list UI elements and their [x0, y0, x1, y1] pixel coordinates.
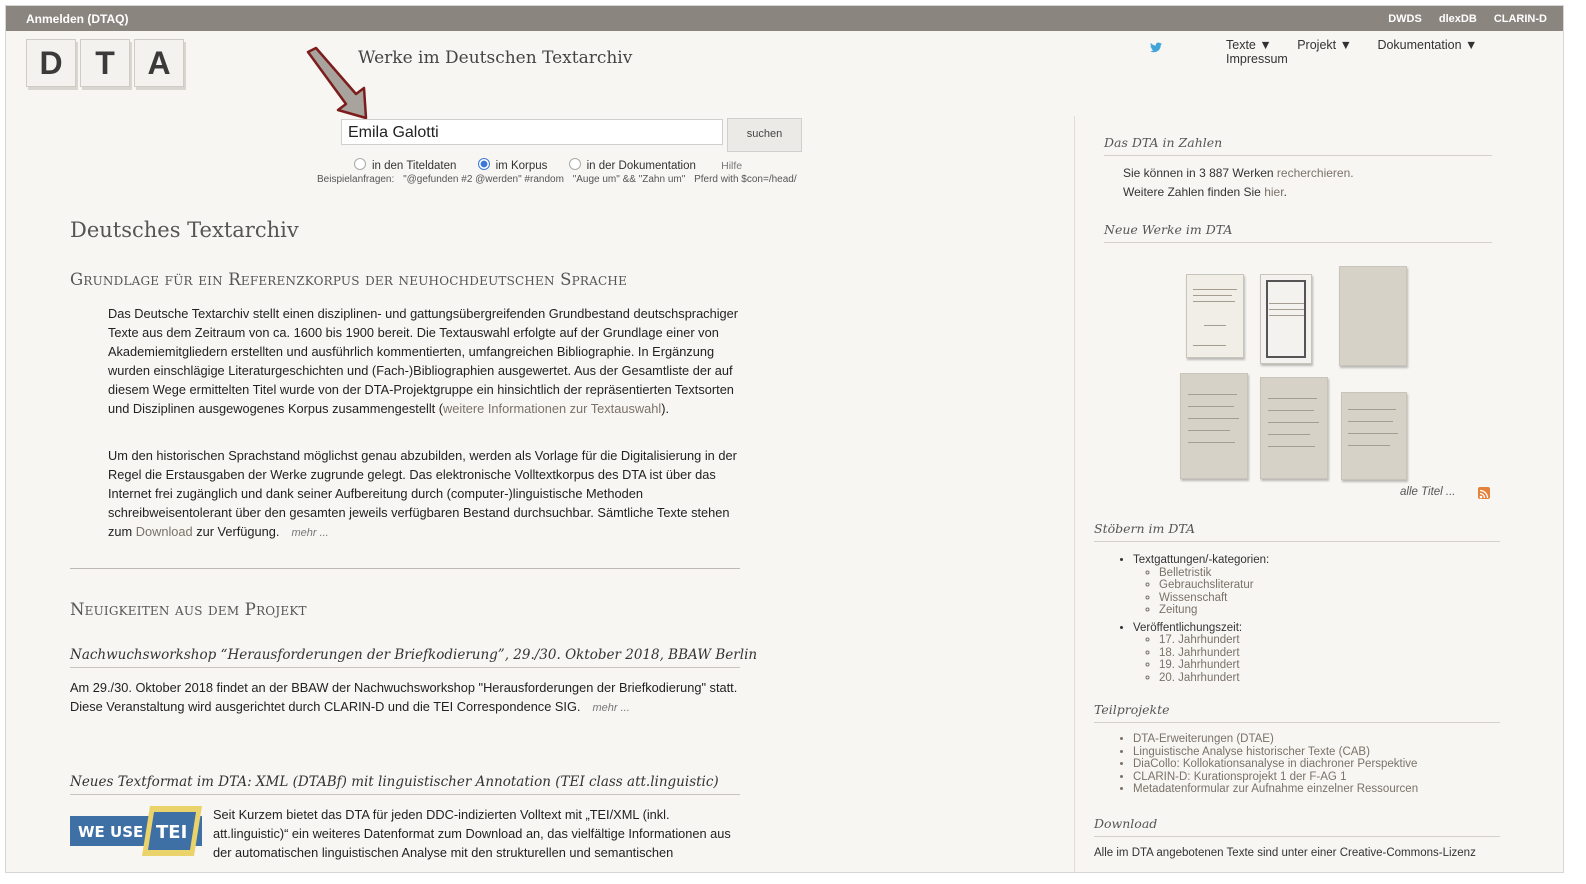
section-heading-neuigkeiten: Neuigkeiten aus dem Projekt — [70, 600, 307, 619]
sprachstand-paragraph: Um den historischen Sprachstand möglichst genau abzubilden, werden als Vorlage für die Digitalisierung in der Regel die Erstausgaben der Werke zugrunde gelegt. Das elektronische Volltextkorpus des DTA ist über das Internet frei zugänglich und dank seiner Aufbereitung durch (computer-)linguistische Methoden schreibweisentolerant über den gesamten jeweils verfügbaren Bestand durchsuchbar. Sämtliche Texte stehen zum Download zur Verfügung. mehr ... — [108, 448, 737, 539]
hier-link[interactable]: hier — [1264, 185, 1284, 199]
teilprojekt-link[interactable]: • Linguistische Analyse historischer Texte (CAB) — [1133, 746, 1418, 759]
top-links — [1374, 13, 1547, 25]
sidebar-heading-neue-werke: Neue Werke im DTA — [1104, 222, 1233, 237]
divider — [1104, 242, 1492, 243]
period-link[interactable]: ◦ 18. Jahrhundert — [1159, 647, 1269, 660]
divider — [1094, 722, 1500, 723]
nav-projekt[interactable]: Projekt ▼ — [1297, 38, 1352, 52]
new-work-thumbnail[interactable] — [1260, 377, 1328, 479]
list-item: • Textgattungen/-kategorien: ◦ Belletristik ◦ Gebrauchsliteratur ◦ Wissenschaft ◦ Zeitung — [1133, 554, 1269, 617]
news-title[interactable]: Nachwuchsworkshop “Herausforderungen der Briefkodierung”, 29./30. Oktober 2018, BBAW Berlin — [70, 647, 758, 663]
main-nav — [1226, 38, 1563, 66]
sidebar-divider — [1074, 116, 1075, 873]
news-text: Am 29./30. Oktober 2018 findet an der BBAW der Nachwuchsworkshop "Herausforderungen der Briefkodierung" statt. Diese Veranstaltung wird ausgerichtet durch CLARIN-D und die TEI Correspondence SIG. mehr ... — [70, 680, 738, 714]
teilprojekt-link[interactable]: • Metadatenformular zur Aufnahme einzelner Ressourcen — [1133, 783, 1418, 796]
period-link[interactable]: ◦ 19. Jahrhundert — [1159, 659, 1269, 672]
twitter-bird-icon[interactable] — [1150, 42, 1162, 56]
new-work-thumbnail[interactable] — [1339, 266, 1407, 366]
news-text: Seit Kurzem bietet das DTA für jeden DDC-indizierten Volltext mit „TEI/XML (inkl. att.linguistic)“ ein weiteres Datenformat zum Download an, das vielfältige Informationen aus der automatischen linguistischen Analyse mit den strukturellen und semantischen — [213, 807, 731, 860]
new-work-thumbnail[interactable] — [1186, 274, 1244, 358]
new-work-thumbnail[interactable] — [1260, 274, 1312, 364]
we-use-tei-logo — [70, 804, 202, 858]
radio-titeldaten[interactable]: in den Titeldaten — [354, 158, 456, 172]
section-heading-grundlage: Grundlage für ein Referenzkorpus der neuhochdeutschen Sprache — [70, 270, 628, 289]
teilprojekte-list — [1119, 733, 1418, 796]
nav-texte[interactable]: Texte ▼ — [1226, 38, 1272, 52]
example-queries — [317, 174, 803, 185]
site-title: Werke im Deutschen Textarchiv — [358, 48, 633, 68]
example-query[interactable]: Pferd with $con=/head/ — [694, 174, 797, 185]
nav-impressum[interactable]: Impressum — [1226, 52, 1288, 66]
category-link[interactable]: ◦ Belletristik — [1159, 567, 1269, 580]
teilprojekt-link[interactable]: • CLARIN-D: Kurationsprojekt 1 der F-AG 1 — [1133, 771, 1418, 784]
login-link[interactable]: Anmelden (DTAQ) — [26, 12, 129, 26]
divider — [1104, 155, 1492, 156]
browser-viewport — [5, 5, 1564, 873]
list-item: • Veröffentlichungszeit: ◦ 17. Jahrhundert ◦ 18. Jahrhundert ◦ 19. Jahrhundert ◦ 20. Jahrhundert — [1133, 622, 1269, 685]
period-link[interactable]: ◦ 20. Jahrhundert — [1159, 672, 1269, 685]
example-query[interactable]: "Auge um" && "Zahn um" — [572, 174, 686, 185]
radio-selected-icon — [478, 158, 490, 170]
radio-korpus[interactable]: im Korpus — [478, 158, 548, 172]
download-link[interactable]: Download — [135, 524, 193, 539]
divider — [70, 568, 740, 569]
sidebar-heading-teilprojekte: Teilprojekte — [1094, 702, 1170, 717]
intro-paragraph: Das Deutsche Textarchiv stellt einen disziplinen- und gattungsübergreifenden Grundbestand deutschsprachiger Texte aus dem Zeitraum von ca. 1600 bis 1900 bereit. Die Textauswahl erfolgte auf der Grundlage einer von Akademiemitgliedern erstellten und ausführlich kommentierten, umfangreichen Bibliographie. In Ergänzung wurden einschlägige Literaturgeschichten und (Fach-)Bibliographien ausgewertet. Aus der Gesamtliste der auf diesem Wege ermittelten Titel wurde von der DTA-Projektgruppe ein hinsichtlich der repräsentierten Textsorten und Disziplinen ausgewogenes Korpus zusammengestellt (weitere Informationen zur Textauswahl). — [108, 306, 739, 416]
radio-circle-icon — [569, 158, 581, 170]
news-title[interactable]: Neues Textformat im DTA: XML (DTABf) mit linguistischer Annotation (TEI class att.linguistic) — [70, 774, 719, 790]
example-query[interactable]: "@gefunden #2 @werden" #random — [403, 174, 564, 185]
tei-logo-text: TEI — [156, 822, 188, 843]
new-work-thumbnail[interactable] — [1341, 392, 1407, 480]
dta-logo[interactable] — [26, 39, 184, 87]
new-work-thumbnail[interactable] — [1180, 373, 1248, 479]
radio-circle-icon — [354, 158, 366, 170]
logo-tile-t: T — [80, 39, 130, 87]
dlexdb-link[interactable]: dlexDB — [1438, 13, 1477, 25]
period-link[interactable]: ◦ 17. Jahrhundert — [1159, 634, 1269, 647]
examples-label: Beispielanfragen: — [317, 174, 395, 185]
search-help-link[interactable]: Hilfe — [721, 160, 743, 172]
page-title: Deutsches Textarchiv — [70, 218, 299, 242]
category-link[interactable]: ◦ Zeitung — [1159, 604, 1269, 617]
mehr-link[interactable]: mehr ... — [592, 702, 630, 714]
zahlen-text: Sie können in 3 887 Werken recherchieren. Weitere Zahlen finden Sie hier. — [1123, 166, 1354, 199]
search-scope-options — [354, 158, 742, 172]
search-button[interactable]: suchen — [727, 118, 802, 152]
category-link[interactable]: ◦ Gebrauchsliteratur — [1159, 579, 1269, 592]
logo-tile-a: A — [134, 39, 184, 87]
stoebern-list — [1119, 554, 1269, 684]
textauswahl-link[interactable]: weitere Informationen zur Textauswahl — [443, 401, 662, 416]
recherchieren-link[interactable]: recherchieren. — [1273, 166, 1354, 180]
sidebar-heading-stoebern: Stöbern im DTA — [1094, 521, 1196, 536]
nav-dokumentation[interactable]: Dokumentation ▼ — [1377, 38, 1478, 52]
search-input[interactable]: Emila Galotti — [341, 119, 723, 145]
divider — [70, 667, 740, 668]
sidebar-heading-download: Download — [1094, 816, 1158, 831]
download-text: Alle im DTA angebotenen Texte sind unter einer Creative-Commons-Lizenz — [1094, 847, 1476, 859]
logo-tile-d: D — [26, 39, 76, 87]
category-link[interactable]: ◦ Wissenschaft — [1159, 592, 1269, 605]
teilprojekt-link[interactable]: • DiaCollo: Kollokationsanalyse in diachroner Perspektive — [1133, 758, 1418, 771]
teilprojekt-link[interactable]: • DTA-Erweiterungen (DTAE) — [1133, 733, 1418, 746]
rss-icon[interactable] — [1478, 487, 1490, 499]
top-bar — [6, 6, 1563, 31]
dwds-link[interactable]: DWDS — [1388, 13, 1422, 25]
divider — [70, 794, 740, 795]
clarin-link[interactable]: CLARIN-D — [1493, 13, 1547, 25]
tei-logo-text: WE USE — [78, 823, 144, 841]
sidebar-heading-zahlen: Das DTA in Zahlen — [1104, 135, 1223, 150]
alle-titel-link[interactable]: alle Titel ... — [1400, 486, 1456, 498]
divider — [1094, 836, 1500, 837]
radio-dokumentation[interactable]: in der Dokumentation — [569, 158, 696, 172]
mehr-link[interactable]: mehr ... — [291, 527, 329, 539]
divider — [1094, 541, 1500, 542]
